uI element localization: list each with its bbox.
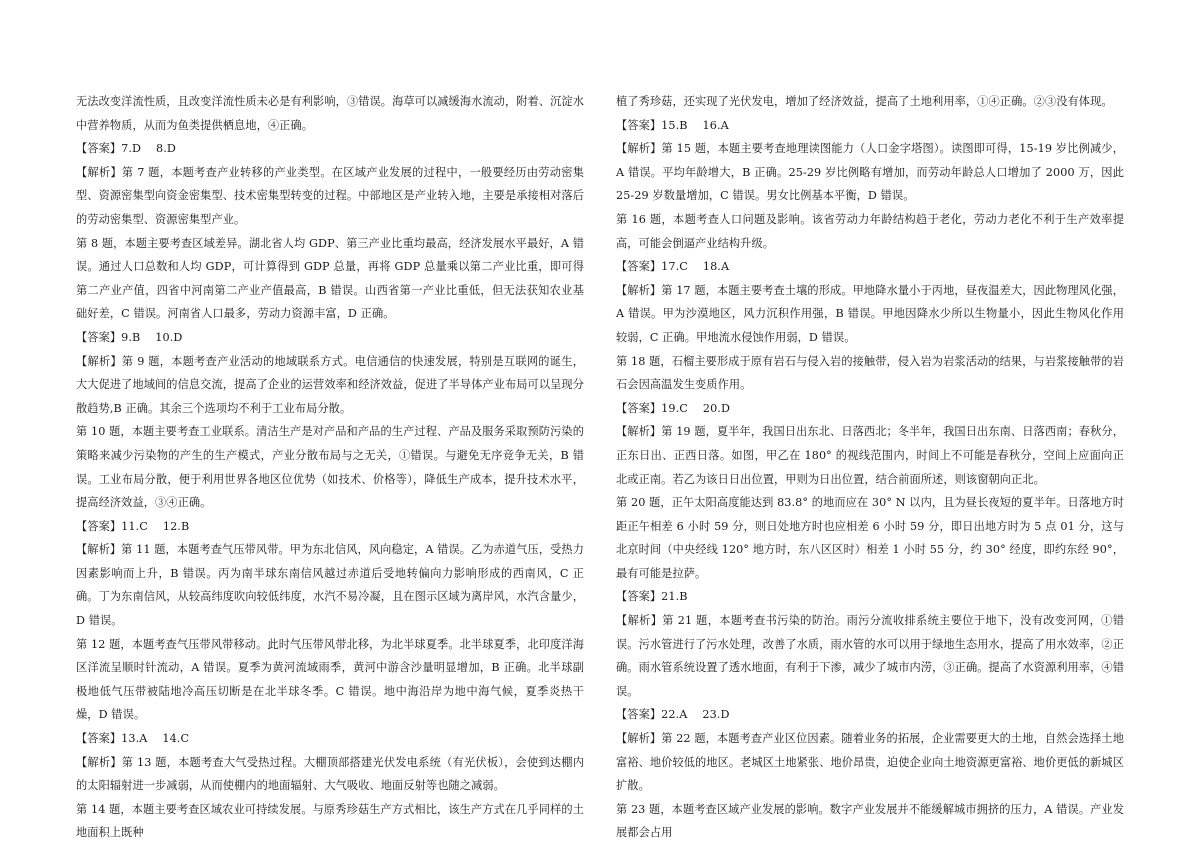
answer-line: 【答案】9.B 10.D — [76, 330, 183, 344]
analysis-paragraph: 【解析】第 7 题，本题考查产业转移的产业类型。在区域产业发展的过程中，一般要经历由劳动密集型、资源密集型向资金密集型、技术密集型转变的过程。中部地区是产业转入地，主要是承接相对落后的劳动密集型、资源密集型产业。 — [76, 165, 584, 226]
paragraph: 第 14 题，本题主要考查区域农业可持续发展。与原秀珍菇生产方式相比，该生产方式在几乎同样的土地面积上既种 — [76, 802, 584, 840]
paragraph: 第 20 题，正午太阳高度能达到 83.8° 的地而应在 30° N 以内，且为昼长夜短的夏半年。日落地方时距正午相差 6 小时 59 分，则日处地方时也应相差 6 小时 59 分，即日出地方时为 5 点 01 分，这与北京时间（中央经线 120° 地方时，东八区区时）相差 1 小时 55 分，约 30° 经度，即约东经 90°，最有可能是拉萨。 — [616, 496, 1124, 580]
paragraph: 第 12 题，本题考查气压带风带移动。此时气压带风带北移，为北半球夏季。北半球夏季，北印度洋海区洋流呈顺时针流动，A 错误。夏季为黄河流域雨季，黄河中游含沙量明显增加，B 正确。北半球副极地低气压带被陆地冷高压切断是在北半球冬季。C 错误。地中海沿岸为地中海气候，夏季炎热干燥，D 错误。 — [76, 637, 584, 722]
analysis-paragraph: 【解析】第 11 题，本题考查气压带风带。甲为东北信风，风向稳定，A 错误。乙为赤道气压，受热力因素影响而上升，B 错误。丙为南半球东南信风越过赤道后受地转偏向力影响形成的西南风，C 正确。丁为东南信风，从较高纬度吹向较低纬度，水汽不易冷凝，且在图示区域为离岸风，水汽含量少，D 错误。 — [76, 543, 584, 628]
answer-line: 【答案】19.C 20.D — [616, 401, 731, 415]
paragraph: 第 16 题，本题考查人口问题及影响。该省劳动力年龄结构趋于老化，劳动力老化不利于生产效率提高，可能会倒逼产业结构升级。 — [616, 212, 1124, 250]
left-column — [76, 90, 584, 845]
paragraph: 无法改变洋流性质，且改变洋流性质未必是有利影响，③错误。海草可以减缓海水流动，附着、沉淀水中营养物质，从而为鱼类提供栖息地，④正确。 — [76, 95, 584, 132]
answer-line: 【答案】13.A 14.C — [76, 732, 190, 746]
analysis-paragraph: 【解析】第 17 题，本题主要考查土壤的形成。甲地降水量小于丙地，昼夜温差大，因此物理风化强，A 错误。甲为沙漠地区，风力沉积作用强，B 错误。甲地因降水少所以生物量小，因此生物风化作用较弱，C 正确。甲地流水侵蚀作用弱，D 错误。 — [616, 283, 1124, 344]
analysis-paragraph: 【解析】第 22 题，本题考查产业区位因素。随着业务的拓展，企业需要更大的土地，自然会选择土地富裕、地价较低的地区。老城区土地紧张、地价昂贵，迫使企业向土地资源更富裕、地价更低的新城区扩散。 — [616, 732, 1124, 793]
paragraph: 第 23 题，本题考查区域产业发展的影响。数字产业发展并不能缓解城市拥挤的压力，A 错误。产业发展都会占用 — [616, 802, 1124, 840]
analysis-paragraph: 【解析】第 13 题，本题考查大气受热过程。大棚顶部搭建光伏发电系统（有光伏板），会使到达棚内的太阳辐射进一步减弱，从而使棚内的地面辐射、大气吸收、地面反射等也随之减弱。 — [76, 755, 584, 793]
answer-line: 【答案】7.D 8.D — [76, 142, 176, 156]
paragraph: 第 18 题，石榴主要形成于原有岩石与侵入岩的接触带，侵入岩为岩浆活动的结果，与岩浆接触带的岩石会因高温发生变质作用。 — [616, 354, 1124, 392]
paragraph: 第 8 题，本题主要考查区域差异。湖北省人均 GDP、第三产业比重均最高，经济发展水平最好，A 错误。通过人口总数和人均 GDP，可计算得到 GDP 总量，再将 GDP 总量乘以第二产业比重，即可得第二产业产值，四省中河南第二产业产值最高，B 错误。山西省第一产业比重低，但无法获知农业基础好差，C 错误。河南省人口最多，劳动力资源丰富，D 正确。 — [76, 236, 584, 321]
paragraph: 第 10 题，本题主要考查工业联系。清洁生产是对产品和产品的生产过程、产品及服务采取预防污染的策略来减少污染物的产生的生产模式，产业分散布局与之无关，①错误。与避免无序竞争无关，B 错误。工业布局分散，便于利用世界各地区位优势（如技术、价格等），降低生产成本，提升技术水平，提高经济效益，③④正确。 — [76, 425, 584, 510]
answer-line: 【答案】17.C 18.A — [616, 260, 730, 274]
analysis-paragraph: 【解析】第 9 题，本题考查产业活动的地域联系方式。电信通信的快速发展，特别是互联网的诞生，大大促进了地域间的信息交流，提高了企业的运营效率和经济效益，促进了半导体产业布局可以呈现分散趋势,B 正确。其余三个选项均不利于工业布局分散。 — [76, 354, 584, 415]
analysis-paragraph: 【解析】第 15 题，本题主要考查地理读图能力（人口金字塔图）。读图即可得，15-19 岁比例减少，A 错误。平均年龄增大，B 正确。25-29 岁比例略有增加，而劳动年龄总人口增加了 2000 万，因此 25-29 岁数量增加，C 错误。男女比例基本平衡，D 错误。 — [616, 142, 1124, 203]
answer-line: 【答案】11.C 12.B — [76, 519, 190, 533]
paragraph: 植了秀珍菇，还实现了光伏发电，增加了经济效益，提高了土地利用率，①④正确。②③没有体现。 — [616, 95, 1113, 108]
answer-line: 【答案】22.A 23.D — [616, 708, 730, 722]
answer-line: 【答案】15.B 16.A — [616, 118, 729, 132]
analysis-paragraph: 【解析】第 19 题，夏半年，我国日出东北、日落西北；冬半年，我国日出东南、日落西南；春秋分，正东日出、正西日落。如图，甲乙在 180° 的视线范围内，时间上不可能是春秋分，空间上应面向正北或正南。若乙为该日日出位置，甲则为日出位置，结合前面所述，则该窗朝向正北。 — [616, 425, 1124, 486]
right-column — [616, 90, 1124, 845]
analysis-paragraph: 【解析】第 21 题，本题考查书污染的防治。雨污分流收排系统主要位于地下，没有改变河网，①错误。污水管进行了污水处理，改善了水质，雨水管的水可以用于绿地生态用水，提高了用水效率，②正确。雨水管系统设置了透水地面，有利于下渗，减少了城市内涝，③正确。提高了水资源利用率，④错误。 — [616, 614, 1124, 698]
answer-line: 【答案】21.B — [616, 590, 688, 604]
